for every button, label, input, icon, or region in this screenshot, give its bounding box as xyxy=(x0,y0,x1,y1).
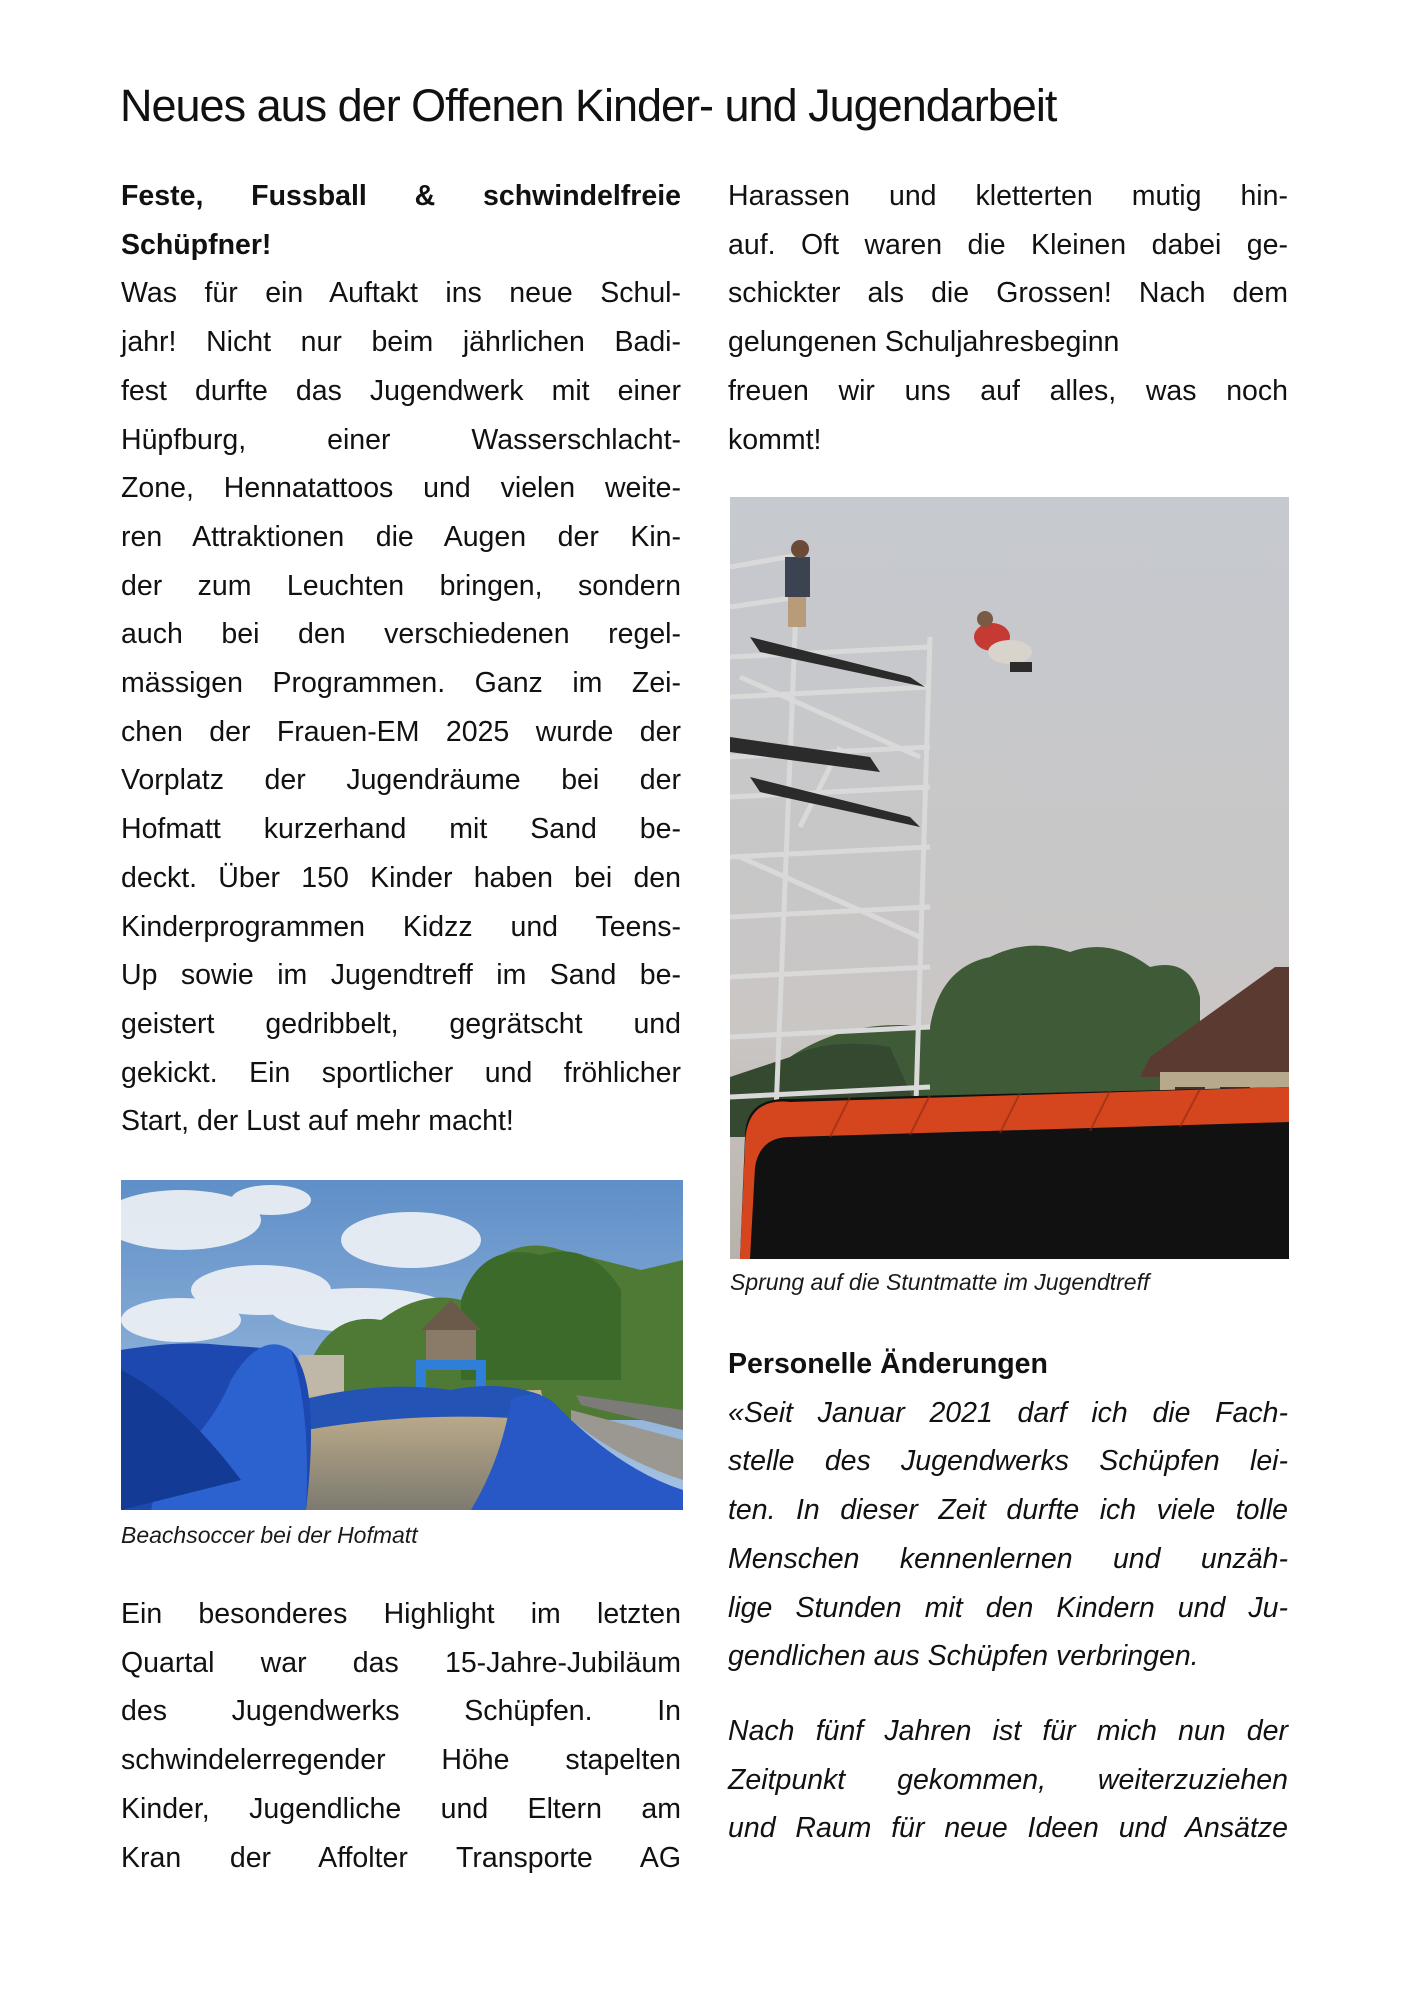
text-line: jahr! Nicht nur beim jährlichen Badi- xyxy=(121,326,681,359)
text-line: gekickt. Ein sportlicher und fröhlicher xyxy=(121,1056,681,1089)
text-line: Kinderprogrammen Kidzz und Teens- xyxy=(121,910,681,943)
left-column xyxy=(121,172,681,1146)
beachsoccer-image xyxy=(121,1180,683,1510)
text-line: Harassen und kletterten mutig hin- xyxy=(728,180,1288,212)
text-line: Kinder, Jugendliche und Eltern am xyxy=(121,1792,681,1825)
quote-paragraph-1 xyxy=(728,1389,1288,1681)
text-line: chen der Frauen-EM 2025 wurde der xyxy=(121,715,681,748)
text-line: schickter als die Grossen! Nach dem xyxy=(728,277,1288,310)
text-line: Zone, Hennatattoos und vielen weite- xyxy=(121,472,681,505)
intro-paragraph xyxy=(121,269,681,1146)
text-line: Kran der Affolter Transporte AG xyxy=(121,1841,681,1874)
quote-line: Menschen kennenlernen und unzäh- xyxy=(728,1542,1288,1575)
right-column xyxy=(728,172,1288,464)
text-line: mässigen Programmen. Ganz im Zei- xyxy=(121,667,681,700)
text-line: schwindelerregender Höhe stapelten xyxy=(121,1744,681,1777)
stuntmatte-photo xyxy=(730,497,1289,1259)
text-line: auch bei den verschiedenen regel- xyxy=(121,618,681,651)
beachsoccer-caption: Beachsoccer bei der Hofmatt xyxy=(121,1522,418,1548)
text-line: Ein besonderes Highlight im letzten xyxy=(121,1598,681,1630)
text-line: auf. Oft waren die Kleinen dabei ge- xyxy=(728,228,1288,261)
text-line: geistert gedribbelt, gegrätscht und xyxy=(121,1007,681,1040)
quote-line: stelle des Jugendwerks Schüpfen lei- xyxy=(728,1445,1288,1478)
personnel-heading: Personelle Änderungen xyxy=(728,1348,1048,1380)
quote-line: Nach fünf Jahren ist für mich nun der xyxy=(728,1714,1288,1747)
text-line: Up sowie im Jugendtreff im Sand be- xyxy=(121,959,681,992)
continuation-paragraph xyxy=(728,172,1288,464)
text-line: fest durfte das Jugendwerk mit einer xyxy=(121,374,681,407)
page-title: Neues aus der Offenen Kinder- und Jugendarbeit xyxy=(120,80,1057,131)
text-line: ren Attraktionen die Augen der Kin- xyxy=(121,520,681,553)
article-heading xyxy=(121,172,681,269)
text-line: Vorplatz der Jugendräume bei der xyxy=(121,764,681,797)
text-line: Was für ein Auftakt ins neue Schul- xyxy=(121,277,681,310)
quote-line: lige Stunden mit den Kindern und Ju- xyxy=(728,1591,1288,1624)
heading-line: Schüpfner! xyxy=(121,228,272,261)
quote-line: und Raum für neue Ideen und Ansätze xyxy=(728,1812,1288,1845)
text-line: deckt. Über 150 Kinder haben bei den xyxy=(121,861,681,894)
jubilee-paragraph xyxy=(121,1590,681,1882)
text-line: Hüpfburg, einer Wasserschlacht- xyxy=(121,423,681,456)
stuntmatte-caption: Sprung auf die Stuntmatte im Jugendtreff xyxy=(730,1269,1150,1295)
quote-line: gendlichen aus Schüpfen verbringen. xyxy=(728,1640,1199,1673)
text-line: Hofmatt kurzerhand mit Sand be- xyxy=(121,813,681,846)
text-line: gelungenen Schuljahresbeginn xyxy=(728,326,1120,359)
jubilee-paragraph-container xyxy=(121,1590,681,1882)
text-line: der zum Leuchten bringen, sondern xyxy=(121,569,681,602)
quote-line: Zeitpunkt gekommen, weiterzuziehen xyxy=(728,1763,1288,1796)
stuntmatte-image xyxy=(730,497,1289,1259)
heading-line: Feste, Fussball & schwindelfreie xyxy=(121,180,681,212)
text-line: kommt! xyxy=(728,423,822,456)
text-line: des Jugendwerks Schüpfen. In xyxy=(121,1695,681,1728)
text-line: Start, der Lust auf mehr macht! xyxy=(121,1105,514,1138)
text-line: freuen wir uns auf alles, was noch xyxy=(728,374,1288,407)
personnel-section xyxy=(728,1340,1288,1853)
quote-line: «Seit Januar 2021 darf ich die Fach- xyxy=(728,1396,1288,1429)
text-line: Quartal war das 15-Jahre-Jubiläum xyxy=(121,1646,681,1679)
quote-paragraph-2 xyxy=(728,1707,1288,1853)
beachsoccer-photo xyxy=(121,1180,683,1510)
quote-line: ten. In dieser Zeit durfte ich viele tolle xyxy=(728,1494,1288,1527)
